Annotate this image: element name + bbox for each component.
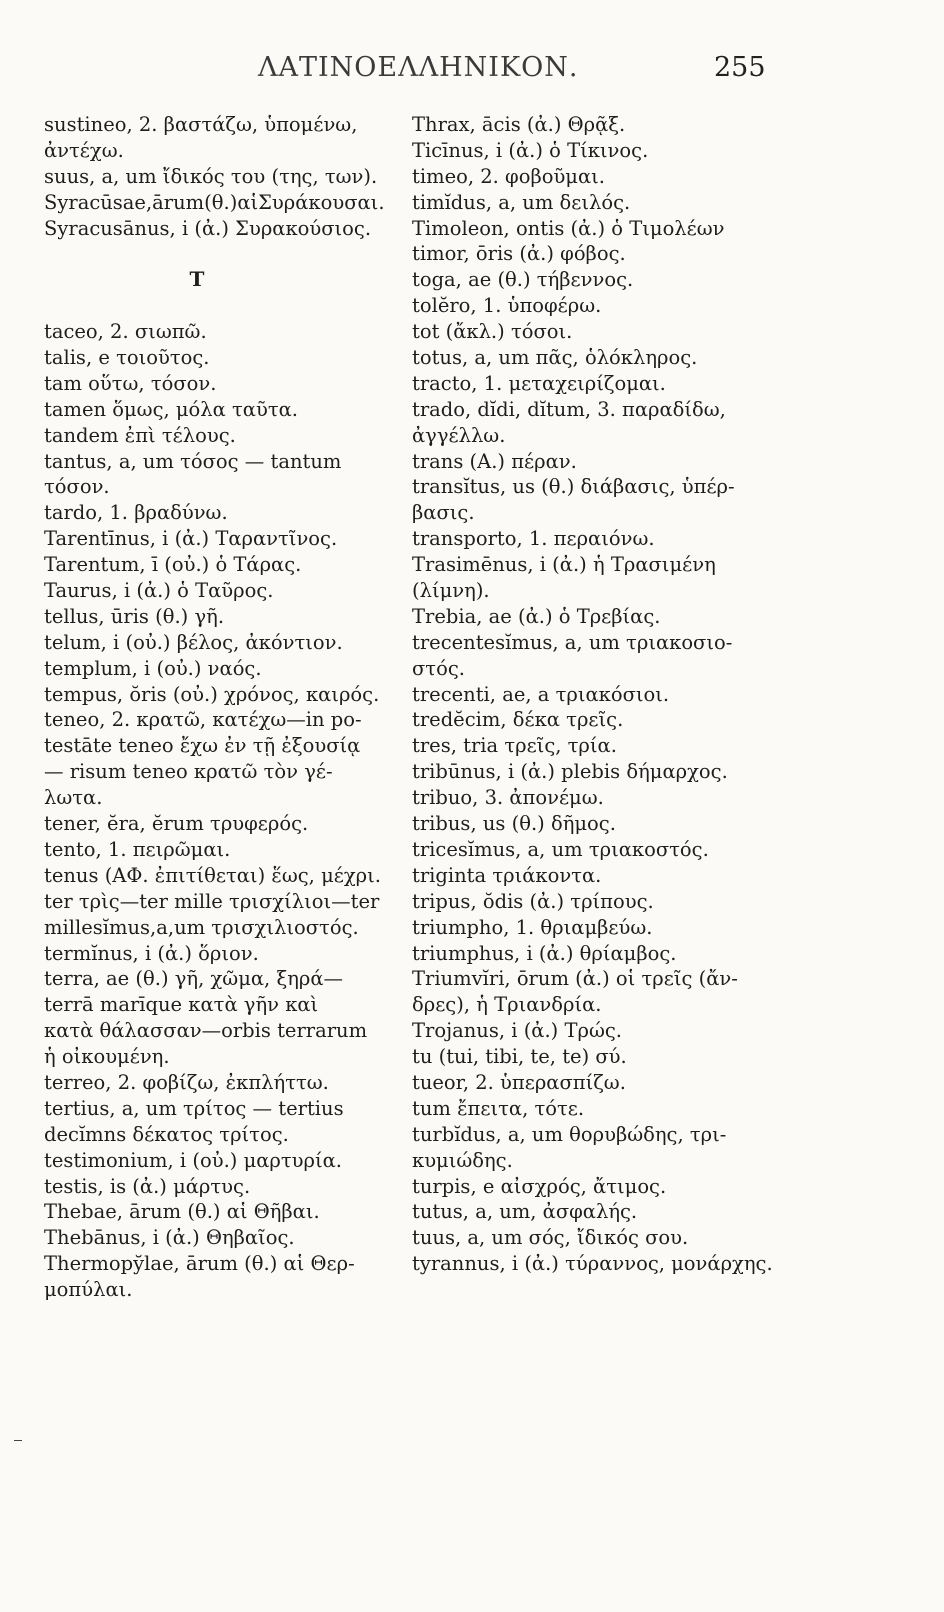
dictionary-line: decĭmns δέκατος τρίτος. bbox=[44, 1122, 289, 1146]
dictionary-line: Trebia, ae (ἀ.) ὁ Τρεβίας. bbox=[412, 604, 661, 628]
dictionary-line: tempus, ŏris (οὐ.) χρόνος, καιρός. bbox=[44, 682, 380, 706]
dictionary-line: triumphus, i (ἀ.) θρίαμβος. bbox=[412, 941, 677, 965]
dictionary-line: termĭnus, i (ἀ.) ὅριον. bbox=[44, 941, 259, 965]
dictionary-line: tamen ὅμως, μόλα ταῦτα. bbox=[44, 397, 298, 421]
dictionary-line: turpis, e αἰσχρός, ἄτιμος. bbox=[412, 1174, 667, 1198]
dictionary-line: transporto, 1. περαιόνω. bbox=[412, 527, 655, 551]
dictionary-line: ter τρὶς—ter mille τρισχίλιοι—ter bbox=[44, 889, 380, 913]
dictionary-line: tracto, 1. μεταχειρίζομαι. bbox=[412, 371, 666, 395]
dictionary-line: totus, a, um πᾶς, ὁλόκληρος. bbox=[412, 346, 698, 370]
dictionary-line: tueor, 2. ὑπερασπίζω. bbox=[412, 1070, 626, 1094]
dictionary-line: λωτα. bbox=[44, 786, 103, 810]
dictionary-line: tum ἔπειτα, τότε. bbox=[412, 1096, 585, 1120]
dictionary-line: μοπύλαι. bbox=[44, 1278, 133, 1302]
dictionary-line: tot (ἄκλ.) τόσοι. bbox=[412, 320, 573, 344]
left-column bbox=[44, 112, 400, 1303]
dictionary-line: triginta τριάκοντα. bbox=[412, 863, 602, 887]
dictionary-line: trecentesĭmus, a, um τριακοσιο- bbox=[412, 630, 733, 654]
dictionary-line: Ticīnus, i (ἀ.) ὁ Τίκινος. bbox=[412, 138, 649, 162]
dictionary-line: tolĕro, 1. ὑποφέρω. bbox=[412, 294, 602, 318]
dictionary-line: tam οὕτω, τόσον. bbox=[44, 371, 217, 395]
dictionary-line: tripus, ŏdis (ἀ.) τρίπους. bbox=[412, 889, 654, 913]
dictionary-line: Syracusānus, i (ἀ.) Συρακούσιος. bbox=[44, 216, 372, 240]
dictionary-line: testis, is (ἀ.) μάρτυς. bbox=[44, 1174, 251, 1198]
dictionary-line: Triumvĭri, ōrum (ἀ.) οἱ τρεῖς (ἄν- bbox=[412, 967, 738, 991]
dictionary-line: taceo, 2. σιωπῶ. bbox=[44, 320, 207, 344]
dictionary-line: trado, dĭdi, dĭtum, 3. παραδίδω, bbox=[412, 397, 726, 421]
dictionary-line: suus, a, um ἴδικός του (της, των). bbox=[44, 164, 378, 188]
dictionary-line: tu (tui, tibi, te, te) σύ. bbox=[412, 1045, 627, 1069]
dictionary-line: sustineo, 2. βαστάζω, ὑπομένω, bbox=[44, 113, 358, 136]
dictionary-line: tardo, 1. βραδύνω. bbox=[44, 501, 228, 525]
dictionary-line: ἀγγέλλω. bbox=[412, 423, 506, 447]
dictionary-line: turbĭdus, a, um θορυβώδης, τρι- bbox=[412, 1122, 727, 1146]
dictionary-line: tertius, a, um τρίτος — tertius bbox=[44, 1096, 344, 1120]
dictionary-line: Thebānus, i (ἀ.) Θηβαῖος. bbox=[44, 1226, 295, 1250]
dictionary-line: Thrax, ācis (ἀ.) Θρᾷξ. bbox=[412, 113, 626, 136]
dictionary-line: κυμιώδης. bbox=[412, 1148, 513, 1172]
dictionary-line: tutus, a, um, ἀσφαλής. bbox=[412, 1200, 638, 1224]
dictionary-line: timor, ōris (ἀ.) φόβος. bbox=[412, 242, 626, 266]
dictionary-line: tenus (ΑΦ. ἐπιτίθεται) ἕως, μέχρι. bbox=[44, 863, 381, 887]
page-header bbox=[0, 52, 944, 92]
dictionary-line: terra, ae (θ.) γῆ, χῶμα, ξηρά— bbox=[44, 967, 344, 991]
dictionary-line: βασις. bbox=[412, 501, 475, 525]
dictionary-line: transĭtus, us (θ.) διάβασις, ὑπέρ- bbox=[412, 475, 735, 499]
page-number: 255 bbox=[714, 52, 766, 83]
dictionary-line: tribūnus, i (ἀ.) plebis δήμαρχος. bbox=[412, 760, 728, 784]
dictionary-line: — risum teneo κρατῶ τὸν γέ- bbox=[44, 760, 333, 784]
dictionary-line: tener, ĕra, ĕrum τρυφερός. bbox=[44, 812, 309, 836]
dictionary-line: trans (A.) πέραν. bbox=[412, 449, 577, 473]
dictionary-line: Timoleon, ontis (ἀ.) ὁ Τιμολέων bbox=[412, 216, 725, 240]
dictionary-line: terrā marīque κατὰ γῆν καὶ bbox=[44, 993, 319, 1017]
dictionary-line: millesĭmus,a,um τρισχιλιοστός. bbox=[44, 915, 359, 939]
dictionary-line: testimonium, i (οὐ.) μαρτυρία. bbox=[44, 1148, 342, 1172]
dictionary-line: τόσον. bbox=[44, 475, 110, 499]
dictionary-line: δρες), ἡ Τριανδρία. bbox=[412, 993, 602, 1017]
dictionary-line: trecenti, ae, a τριακόσιοι. bbox=[412, 682, 670, 706]
dictionary-line bbox=[44, 241, 400, 267]
dictionary-line: tantus, a, um τόσος — tantum bbox=[44, 449, 342, 473]
margin-mark bbox=[14, 1440, 22, 1441]
dictionary-line: Taurus, i (ἀ.) ὁ Ταῦρος. bbox=[44, 579, 274, 603]
dictionary-line: talis, e τοιοῦτος. bbox=[44, 346, 210, 370]
dictionary-line: tuus, a, um σός, ἴδικός σου. bbox=[412, 1226, 689, 1250]
dictionary-line: telum, i (οὐ.) βέλος, ἀκόντιον. bbox=[44, 630, 343, 654]
dictionary-line bbox=[44, 293, 400, 319]
dictionary-line: tandem ἐπὶ τέλους. bbox=[44, 423, 236, 447]
dictionary-line: timeo, 2. φοβοῦμαι. bbox=[412, 164, 605, 188]
dictionary-line: Thermopy̆lae, ārum (θ.) αἱ Θερ- bbox=[44, 1252, 355, 1276]
dictionary-line: κατὰ θάλασσαν—orbis terrarum bbox=[44, 1019, 368, 1043]
dictionary-line: Tarentum, ī (οὐ.) ὁ Τάρας. bbox=[44, 553, 302, 577]
dictionary-line: Thebae, ārum (θ.) αἱ Θῆβαι. bbox=[44, 1200, 320, 1224]
dictionary-line: testāte teneo ἔχω ἐν τῇ ἐξουσίᾳ bbox=[44, 734, 361, 758]
dictionary-line: tricesĭmus, a, um τριακοστός. bbox=[412, 837, 709, 861]
dictionary-line: στός. bbox=[412, 656, 465, 680]
dictionary-line: tribus, us (θ.) δῆμος. bbox=[412, 812, 616, 836]
dictionary-line: tento, 1. πειρῶμαι. bbox=[44, 837, 231, 861]
dictionary-line: tredĕcim, δέκα τρεῖς. bbox=[412, 708, 624, 732]
dictionary-line: Trojanus, i (ἀ.) Τρώς. bbox=[412, 1019, 622, 1043]
dictionary-line: ἡ οἰκουμένη. bbox=[44, 1045, 170, 1069]
dictionary-line: tribuo, 3. ἀπονέμω. bbox=[412, 786, 604, 810]
dictionary-line: (λίμνη). bbox=[412, 579, 490, 603]
dictionary-line: triumpho, 1. θριαμβεύω. bbox=[412, 915, 653, 939]
dictionary-line: tyrannus, i (ἀ.) τύραννος, μονάρχης. bbox=[412, 1252, 773, 1276]
dictionary-line: Syracūsae,ārum(θ.)αἱΣυράκουσαι. bbox=[44, 190, 385, 214]
dictionary-line: terreo, 2. φοβίζω, ἐκπλήττω. bbox=[44, 1070, 329, 1094]
running-title: ΛΑΤΙΝΟΕΛΛΗΝΙΚΟΝ. bbox=[258, 52, 579, 83]
dictionary-line: tellus, ūris (θ.) γῆ. bbox=[44, 604, 225, 628]
section-letter: T bbox=[189, 267, 205, 292]
dictionary-line: timĭdus, a, um δειλός. bbox=[412, 190, 631, 214]
dictionary-line: toga, ae (θ.) τήβεννος. bbox=[412, 268, 634, 292]
dictionary-line: templum, i (οὐ.) ναός. bbox=[44, 656, 262, 680]
dictionary-line: ἀντέχω. bbox=[44, 138, 124, 162]
dictionary-line: Trasimēnus, i (ἀ.) ἡ Τρασιμένη bbox=[412, 553, 716, 577]
dictionary-line: Tarentīnus, i (ἀ.) Ταραντῖνος. bbox=[44, 527, 338, 551]
dictionary-line: tres, tria τρεῖς, τρία. bbox=[412, 734, 617, 758]
dictionary-line: teneo, 2. κρατῶ, κατέχω—in po- bbox=[44, 708, 362, 732]
right-column bbox=[412, 112, 792, 1277]
